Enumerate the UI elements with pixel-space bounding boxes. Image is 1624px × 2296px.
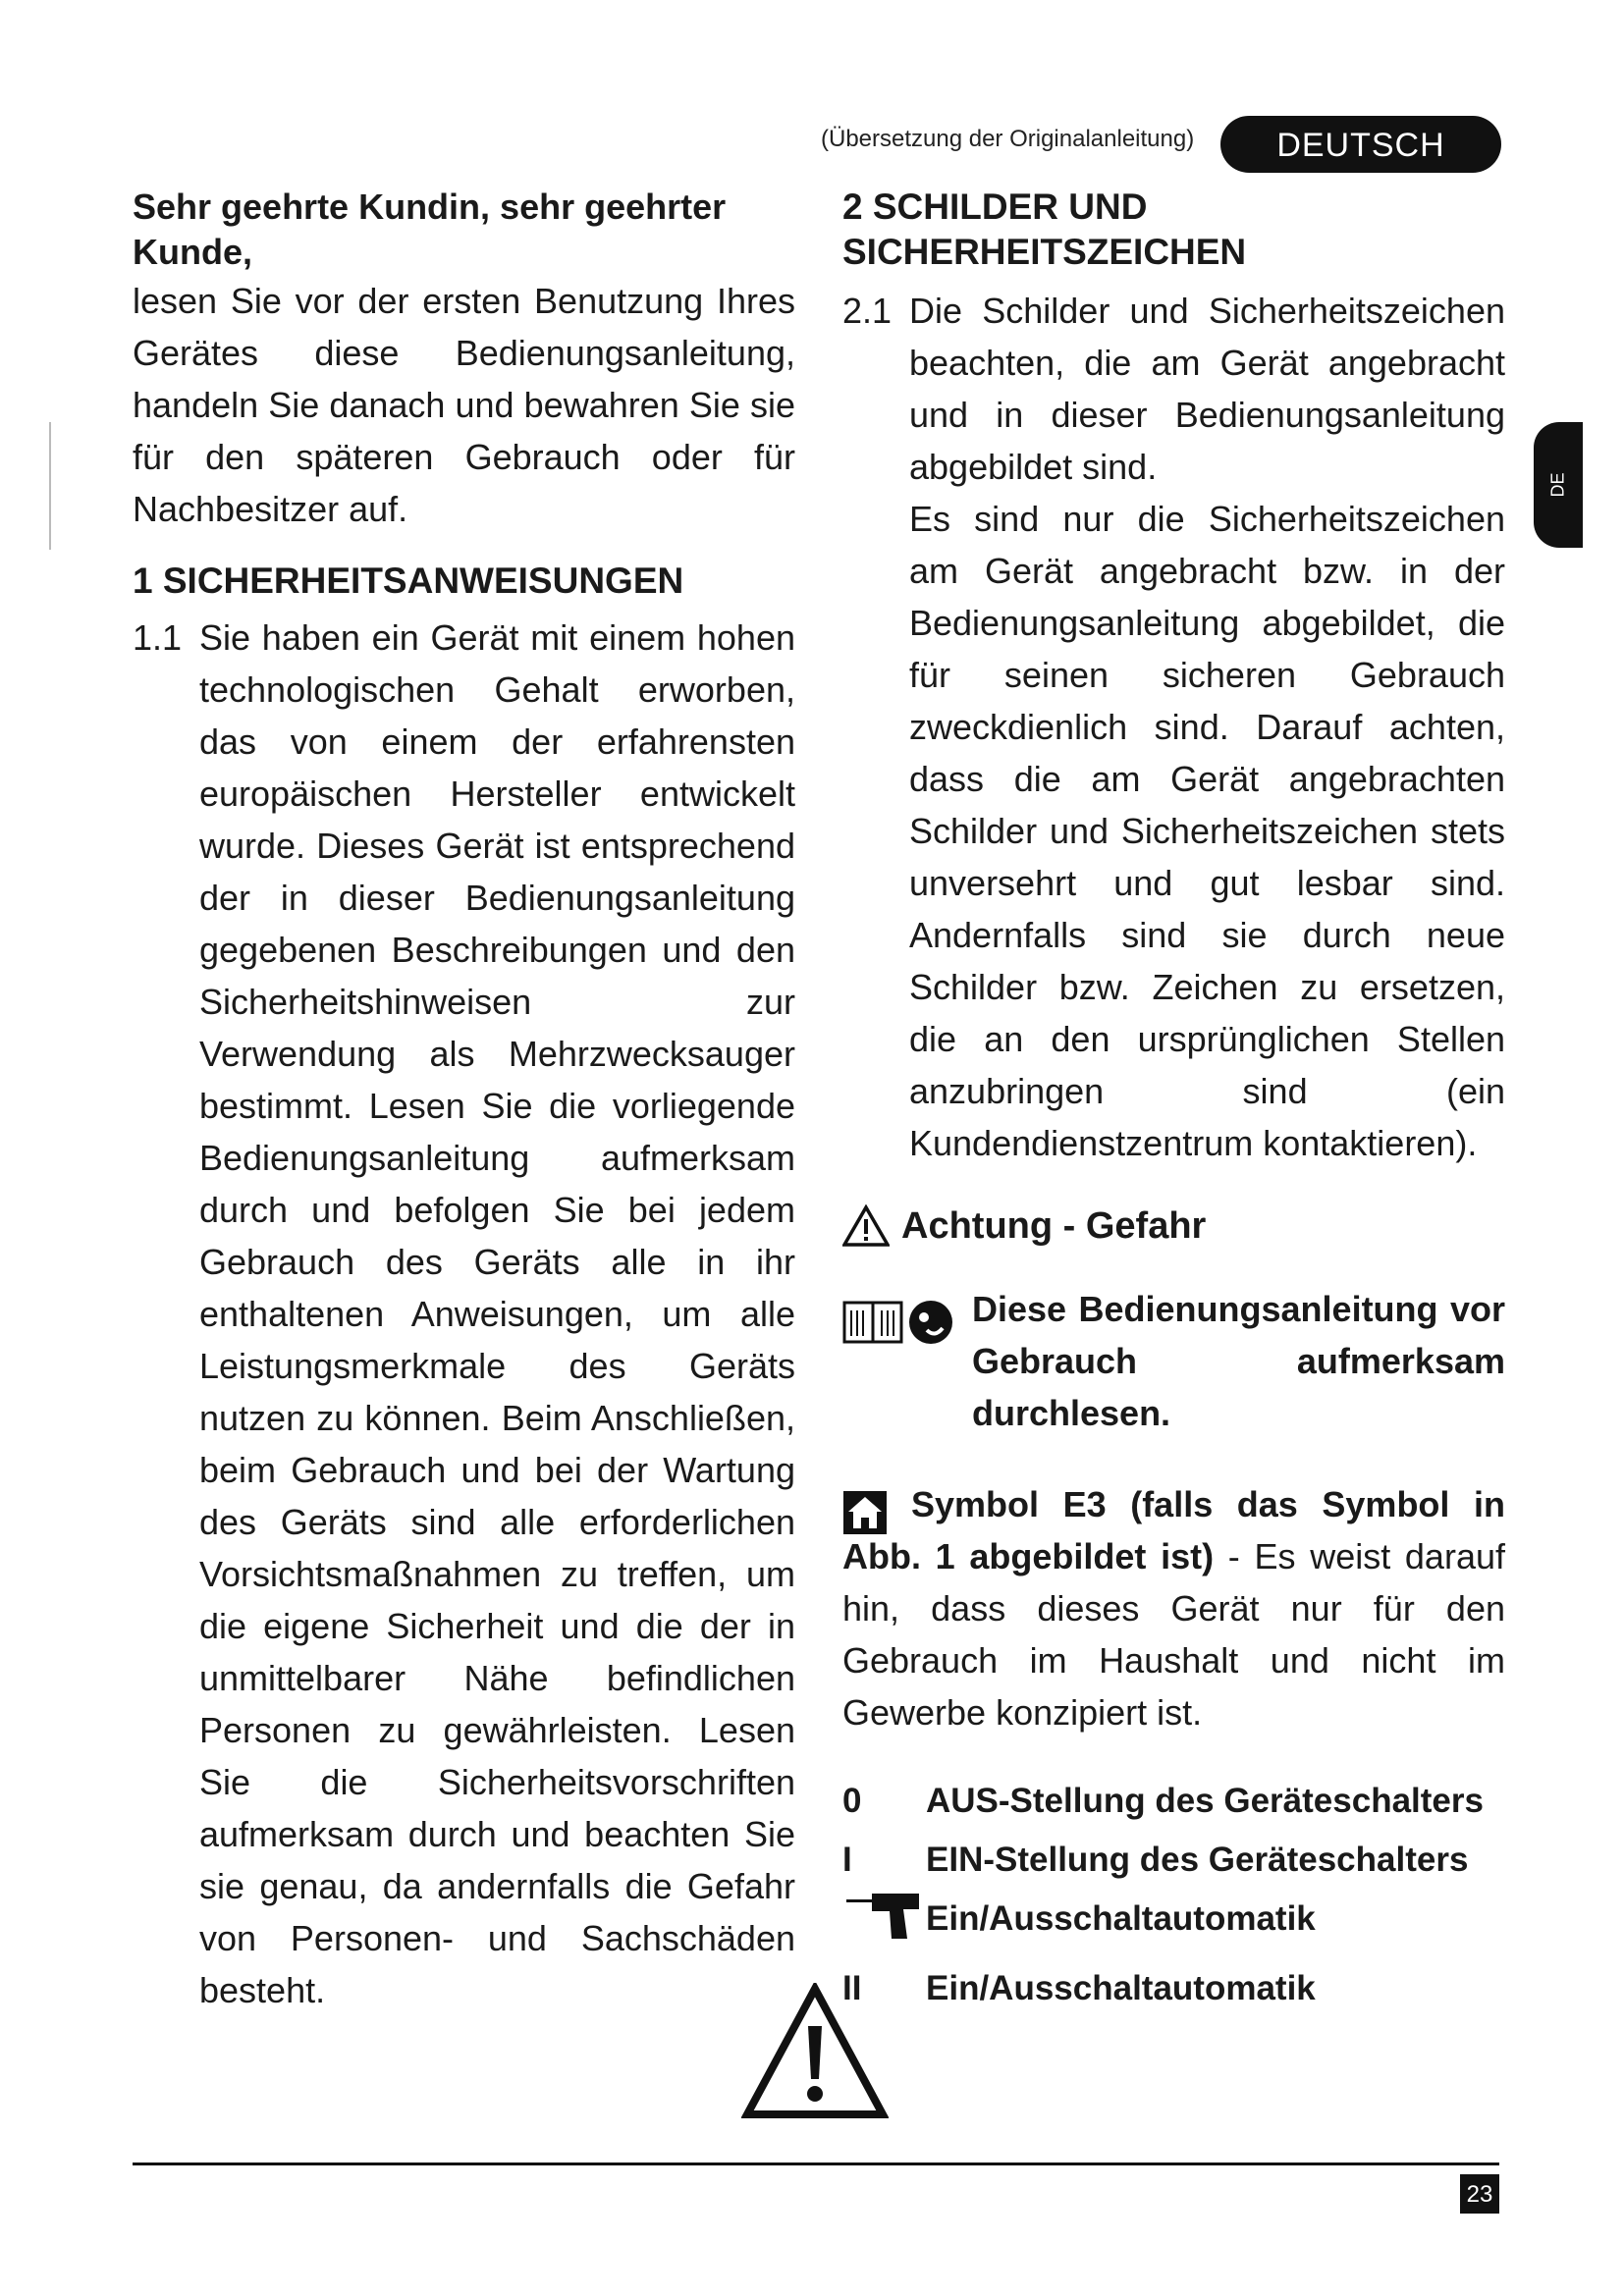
switch-symbol-list [842, 1772, 1505, 2018]
symbol-label: EIN-Stellung des Geräteschalters [926, 1841, 1469, 1879]
translation-note: (Übersetzung der Originalanleitung) [821, 126, 1195, 152]
read-manual-row [842, 1283, 1505, 1439]
right-column [842, 185, 1505, 2018]
language-badge: DEUTSCH [1220, 116, 1501, 173]
read-manual-text: Diese Bedienungsanleitung vor Gebrauch aufmerksam durchlesen. [972, 1289, 1505, 1433]
symbol-e3-paragraph [842, 1478, 1505, 1738]
warning-triangle-icon [842, 1204, 890, 1248]
greeting-title: Sehr geehrte Kundin, sehr geehrter Kunde, [133, 187, 727, 272]
manual-book-icon [842, 1299, 903, 1344]
symbol-row-on [842, 1831, 1505, 1890]
read-manual-icons [842, 1299, 954, 1346]
item-2-1-text: Die Schilder und Sicherheitszeichen beachten, die am Gerät angebracht und in dieser Bedienungsanleitung abgebildet sind. [909, 291, 1505, 487]
item-2-1-text-2: Es sind nur die Sicherheitszeichen am Gerät angebracht bzw. in der Bedienungsanleitung abgebildet, die für seinen sicheren Gebrauch zweckdienlich sind. Darauf achten, dass die am Gerät angebrachten Schilder und Sicherheitszeichen stets unversehrt und gut lesbar sind. Andernfalls sind sie durch neue Schilder bzw. Zeichen zu ersetzen, die an den ursprünglichen Stellen anzubringen sind (ein Kundendienstzentrum kontaktieren). [909, 499, 1505, 1163]
warning-heading-text: Achtung - Gefahr [901, 1204, 1207, 1247]
symbol-e3-text: - Es weist darauf hin, dass dieses Gerät nur für den Gebrauch im Haushalt und nicht im Gewerbe konzipiert ist. [842, 1536, 1505, 1733]
symbol-key: I [842, 1841, 852, 1879]
symbol-row-auto-tool [842, 1890, 1505, 1959]
symbol-key: 0 [842, 1782, 862, 1820]
greeting-body: lesen Sie vor der ersten Benutzung Ihres Gerätes diese Bedienungsanleitung, handeln Sie danach und bewahren Sie sie für den späteren Gebrauch oder für Nachbesitzer auf. [133, 281, 795, 529]
section-2-heading: 2 SCHILDER UND SICHERHEITSZEICHEN [842, 187, 1247, 272]
symbol-row-off [842, 1772, 1505, 1831]
item-1-1 [133, 612, 795, 2016]
large-warning-triangle-icon [741, 1983, 889, 2120]
left-column [133, 185, 795, 2016]
power-tool-icon [842, 1890, 926, 1959]
margin-line [49, 422, 51, 550]
language-side-tab [1534, 422, 1583, 548]
symbol-key: II [842, 1969, 862, 2007]
read-face-icon [907, 1299, 954, 1346]
symbol-e3-row [842, 1478, 1505, 1738]
symbol-label: AUS-Stellung des Geräteschalters [926, 1782, 1484, 1820]
page-number: 23 [1460, 2174, 1499, 2214]
symbol-label: Ein/Ausschaltautomatik [926, 1899, 1316, 1938]
section-1-heading: 1 SICHERHEITSANWEISUNGEN [133, 561, 684, 601]
house-symbol-icon [842, 1490, 888, 1535]
warning-heading [842, 1204, 1505, 1248]
footer-rule [133, 2163, 1499, 2165]
item-1-1-number: 1.1 [133, 617, 183, 658]
symbol-row-auto [842, 1959, 1505, 2018]
item-2-1 [842, 285, 1505, 1169]
item-1-1-text: Sie haben ein Gerät mit einem hohen technologischen Gehalt erworben, das von einem der erfahrensten europäischen Hersteller entwickelt wurde. Dieses Gerät ist entsprechend der in dieser Bedienungsanleitung gegebenen Beschreibungen und den Sicherheitshinweisen zur Verwendung als Mehrzwecksauger bestimmt. Lesen Sie die vorliegende Bedienungsanleitung aufmerksam durch und befolgen Sie bei jedem Gebrauch des Geräts alle in ihr enthaltenen Anweisungen, um alle Leistungsmerkmale des Geräts nutzen zu können. Beim Anschließen, beim Gebrauch und bei der Wartung des Geräts sind alle erforderlichen Vorsichtsmaßnahmen zu treffen, um die eigene Sicherheit und die der in unmittelbarer Nähe befindlichen Personen zu gewährleisten. Lesen Sie die Sicherheitsvorschriften aufmerksam durch und beachten Sie sie genau, da andernfalls die Gefahr von Personen- und Sachschäden besteht. [199, 617, 795, 2010]
symbol-e3-title: Symbol E3 (falls das Symbol in Abb. 1 abgebildet ist) [842, 1484, 1505, 1576]
symbol-label: Ein/Ausschaltautomatik [926, 1969, 1316, 2007]
item-2-1-number: 2.1 [842, 291, 893, 331]
side-tab-label: DE [1547, 472, 1568, 498]
